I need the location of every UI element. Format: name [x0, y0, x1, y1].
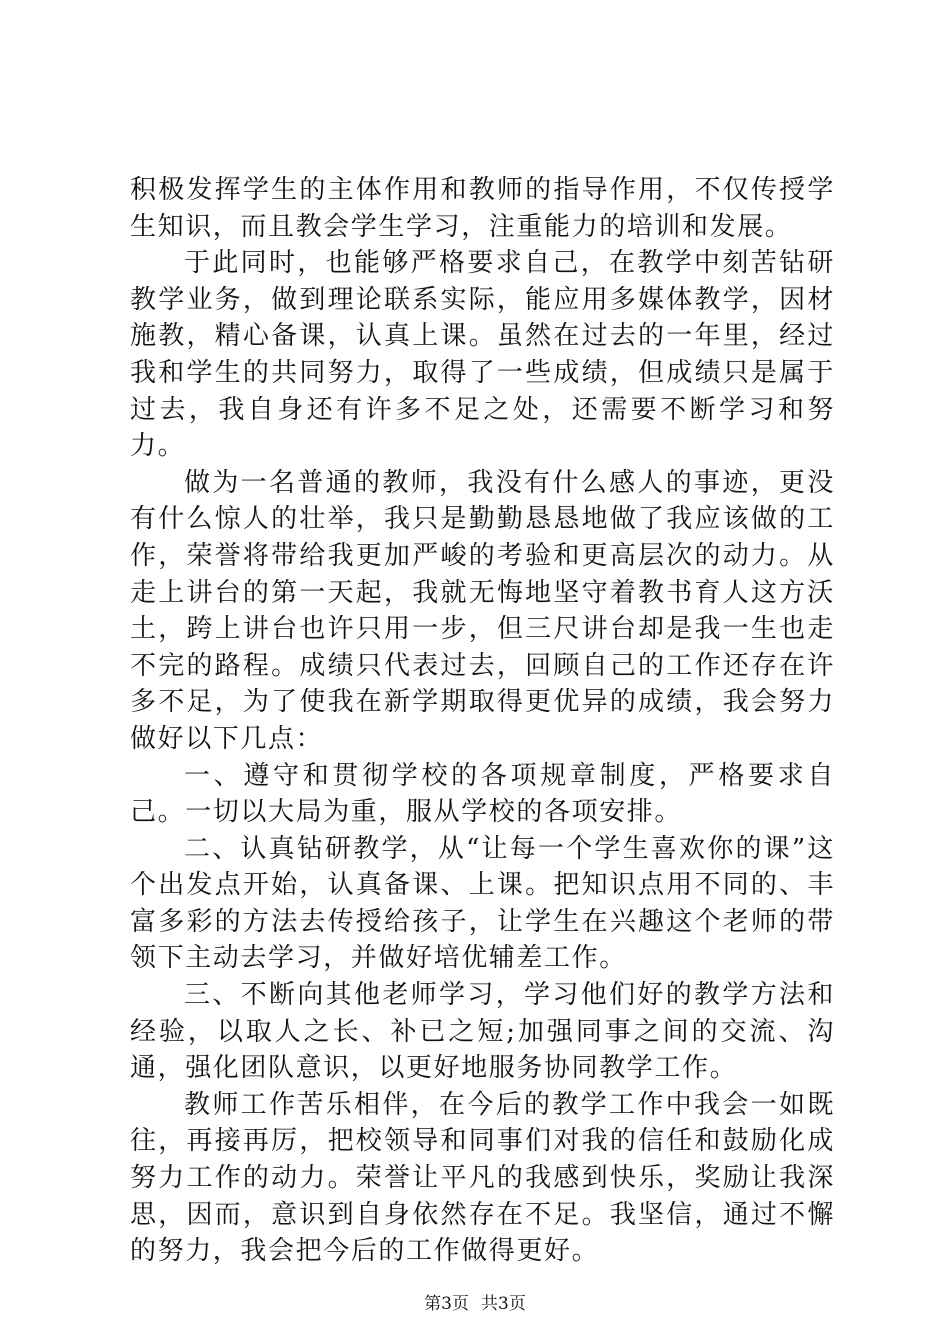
paragraph-conclusion: 教师工作苦乐相伴，在今后的教学工作中我会一如既往，再接再厉，把校领导和同事们对我的信任和鼓励化成努力工作的动力。荣誉让平凡的我感到快乐，奖励让我深思，因而，意识到自身依然存在不足。我坚信，通过不懈的努力，我会把今后的工作做得更好。: [130, 1089, 835, 1267]
page-number-total: 共3页: [481, 1294, 526, 1314]
page-number-current: 第3页: [424, 1294, 469, 1314]
paragraph-point-two: 二、认真钻研教学，从“让每一个学生喜欢你的课”这个出发点开始，认真备课、上课。把知识点用不同的、丰富多彩的方法去传授给孩子，让学生在兴趣这个老师的带领下主动去学习，并做好培优辅差工作。: [130, 833, 835, 974]
document-body: [130, 172, 835, 1270]
paragraph-self-discipline: 于此同时，也能够严格要求自己，在教学中刻苦钻研教学业务，做到理论联系实际，能应用多媒体教学，因材施教，精心备课，认真上课。虽然在过去的一年里，经过我和学生的共同努力，取得了一些成绩，但成绩只是属于过去，我自身还有许多不足之处，还需要不断学习和努力。: [130, 248, 835, 462]
paragraph-point-three: 三、不断向其他老师学习，学习他们好的教学方法和经验，以取人之长、补已之短;加强同事之间的交流、沟通，强化团队意识，以更好地服务协同教学工作。: [130, 980, 835, 1084]
paragraph-point-one: 一、遵守和贯彻学校的各项规章制度，严格要求自己。一切以大局为重，服从学校的各项安排。: [130, 760, 835, 828]
paragraph-continuation: 积极发挥学生的主体作用和教师的指导作用，不仅传授学生知识，而且教会学生学习，注重能力的培训和发展。: [130, 175, 835, 242]
paragraph-ordinary-teacher: 做为一名普通的教师，我没有什么感人的事迹，更没有什么惊人的壮举，我只是勤勤恳恳地做了我应该做的工作，荣誉将带给我更加严峻的考验和更高层次的动力。从走上讲台的第一天起，我就无悔地坚守着教书育人这方沃土，跨上讲台也许只用一步，但三尺讲台却是我一生也走不完的路程。成绩只代表过去，回顾自己的工作还存在许多不足，为了使我在新学期取得更优异的成绩，我会努力做好以下几点：: [130, 467, 835, 754]
page-footer: [0, 1293, 950, 1315]
